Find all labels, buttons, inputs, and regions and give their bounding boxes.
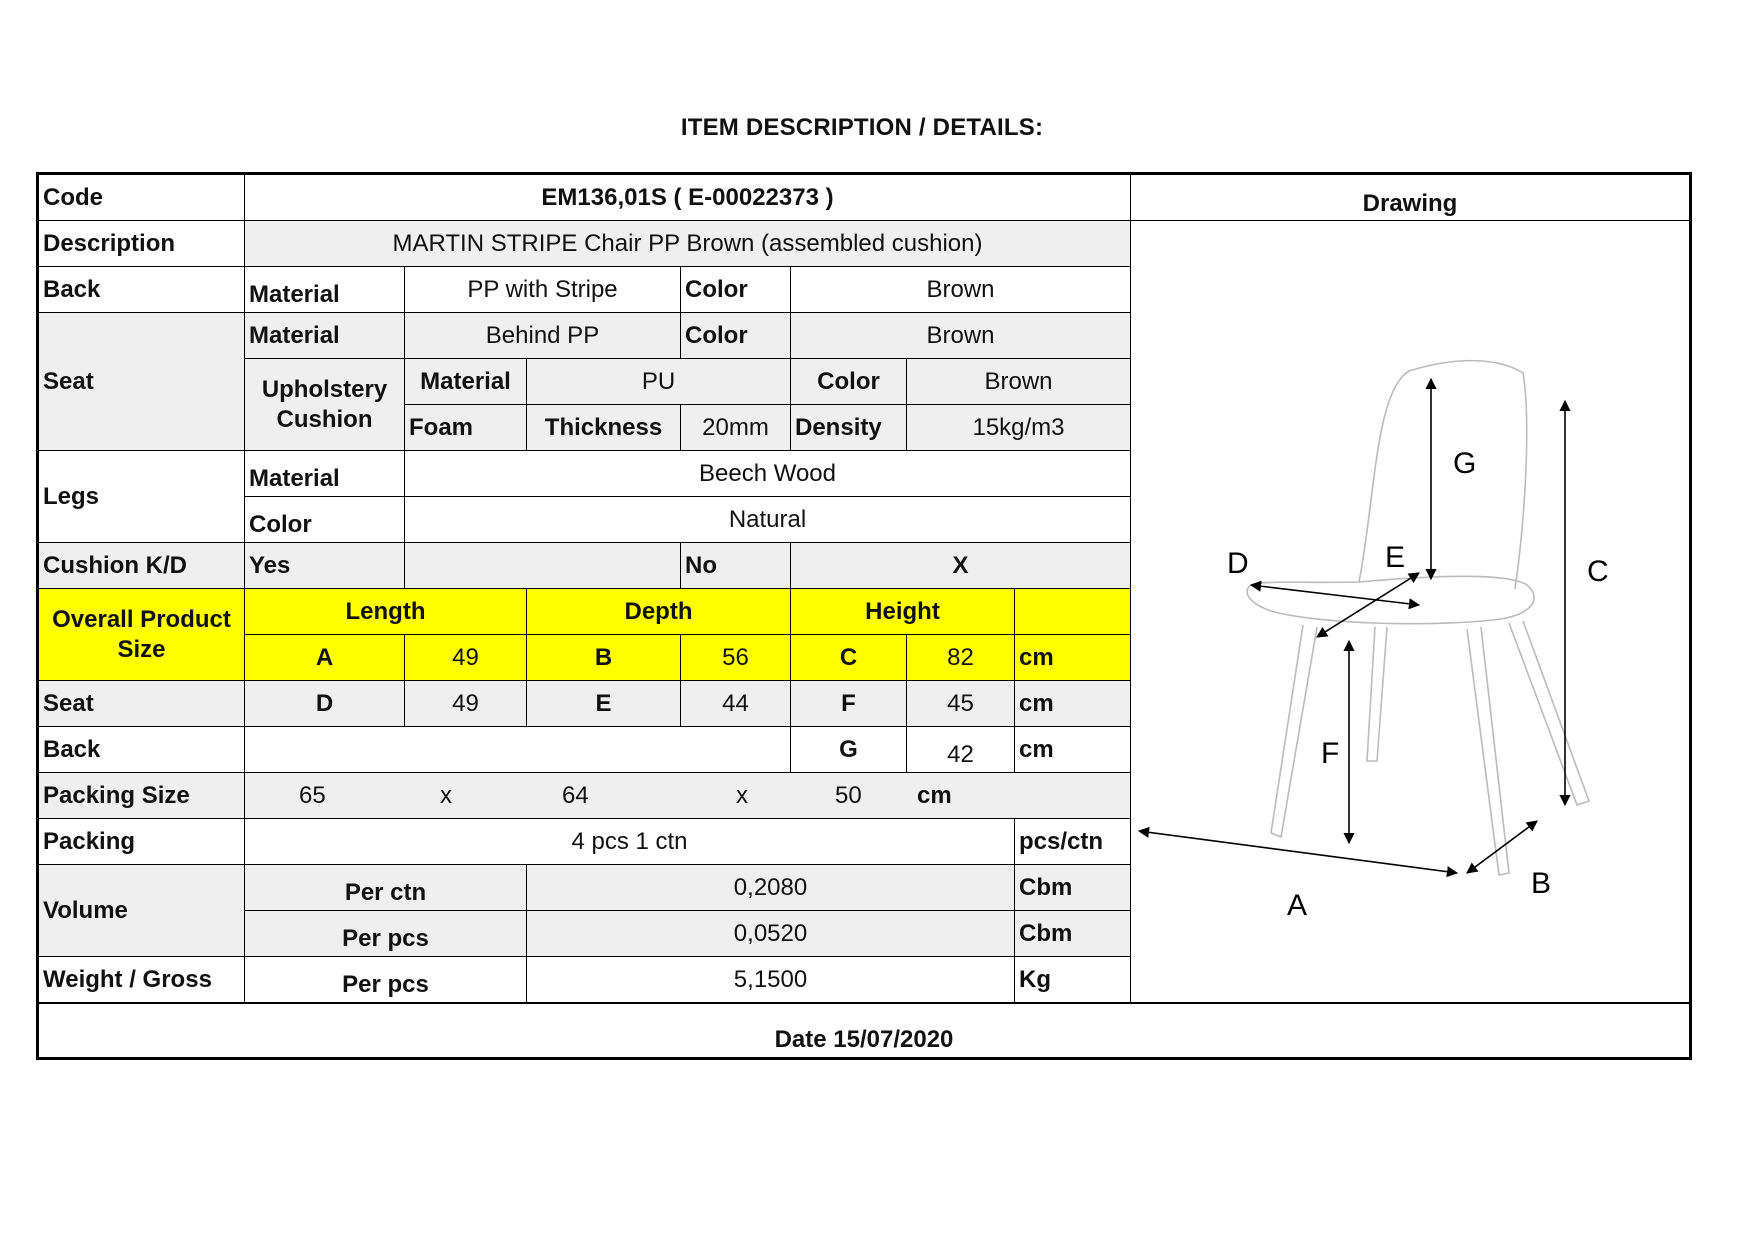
drawing-header: Drawing (1131, 175, 1689, 221)
cushion-kd-no-label: No (681, 543, 791, 589)
weight-unit: Kg (1015, 957, 1131, 1003)
legs-color-value: Natural (405, 497, 1131, 543)
back-material-value: PP with Stripe (405, 267, 681, 313)
description-value: MARTIN STRIPE Chair PP Brown (assembled cushion) (245, 221, 1131, 267)
dim-f-label: F (791, 681, 907, 727)
cushion-kd-yes-value (405, 543, 681, 589)
packing-height: 50 (835, 781, 862, 809)
back-color-label: Color (681, 267, 791, 313)
dim-line-b (1467, 821, 1537, 873)
chair-outline (1247, 361, 1589, 875)
chair-drawing (1131, 221, 1689, 1003)
seat-size-label: Seat (39, 681, 245, 727)
volume-per-ctn-value: 0,2080 (527, 865, 1015, 911)
legs-material-value: Beech Wood (405, 451, 1131, 497)
volume-per-ctn-unit: Cbm (1015, 865, 1131, 911)
date-footer: Date 15/07/2020 (39, 1003, 1689, 1057)
legs-material-label: Material (245, 451, 405, 497)
volume-per-ctn-label: Per ctn (245, 865, 527, 911)
label-d: D (1227, 547, 1249, 580)
length-label: Length (245, 589, 527, 635)
packing-label: Packing (39, 819, 245, 865)
cushion-kd-yes-label: Yes (245, 543, 405, 589)
page-title: ITEM DESCRIPTION / DETAILS: (680, 114, 1044, 141)
dim-a-label: A (245, 635, 405, 681)
dim-f-value: 45 (907, 681, 1015, 727)
density-label: Density (791, 405, 907, 451)
weight-per-pcs-value: 5,1500 (527, 957, 1015, 1003)
packing-size-label: Packing Size (39, 773, 245, 819)
chair-leg-back-right (1509, 621, 1589, 805)
back-material-label: Material (245, 267, 405, 313)
back-size-blank (245, 727, 791, 773)
packing-x1: x (440, 781, 452, 809)
label-e: E (1385, 541, 1406, 574)
dim-d-value: 49 (405, 681, 527, 727)
depth-label: Depth (527, 589, 791, 635)
chair-seat-shape (1247, 576, 1534, 623)
dim-d-label: D (245, 681, 405, 727)
seat-material-value: Behind PP (405, 313, 681, 359)
height-label: Height (791, 589, 1015, 635)
packing-value: 4 pcs 1 ctn (245, 819, 1015, 865)
back-color-value: Brown (791, 267, 1131, 313)
dim-line-a (1139, 831, 1457, 873)
upholstery-material-label: Material (405, 359, 527, 405)
cushion-kd-no-value: X (791, 543, 1131, 589)
upholstery-cushion-label: Upholstery Cushion (245, 359, 405, 451)
dim-c-value: 82 (907, 635, 1015, 681)
packing-width: 64 (562, 781, 589, 809)
packing-size-unit: cm (917, 781, 952, 809)
label-b: B (1531, 867, 1552, 900)
upholstery-material-value: PU (527, 359, 791, 405)
legs-color-label: Color (245, 497, 405, 543)
chair-leg-front-right (1467, 627, 1509, 875)
density-value: 15kg/m3 (907, 405, 1131, 451)
back-size-unit: cm (1015, 727, 1131, 773)
label-g: G (1453, 447, 1477, 480)
code-label: Code (39, 175, 245, 221)
weight-per-pcs-label: Per pcs (245, 957, 527, 1003)
volume-per-pcs-unit: Cbm (1015, 911, 1131, 957)
seat-label: Seat (39, 313, 245, 451)
item-details-sheet (36, 172, 1692, 1060)
chair-leg-back-left (1367, 627, 1387, 761)
overall-size-label: Overall Product Size (39, 589, 245, 681)
thickness-value: 20mm (681, 405, 791, 451)
back-label: Back (39, 267, 245, 313)
legs-label: Legs (39, 451, 245, 543)
dim-g-label: G (791, 727, 907, 773)
overall-blank-cell (1015, 589, 1131, 635)
foam-label: Foam (405, 405, 527, 451)
upholstery-color-value: Brown (907, 359, 1131, 405)
dim-c-label: C (791, 635, 907, 681)
seat-color-value: Brown (791, 313, 1131, 359)
packing-x2: x (736, 781, 748, 809)
label-c: C (1587, 555, 1609, 588)
packing-length: 65 (299, 781, 326, 809)
overall-unit: cm (1015, 635, 1131, 681)
chair-leg-front-left (1271, 625, 1317, 837)
dim-e-value: 44 (681, 681, 791, 727)
weight-label: Weight / Gross (39, 957, 245, 1003)
dim-b-label: B (527, 635, 681, 681)
volume-label: Volume (39, 865, 245, 957)
dim-g-value: 42 (907, 727, 1015, 773)
description-label: Description (39, 221, 245, 267)
upholstery-color-label: Color (791, 359, 907, 405)
label-a: A (1287, 889, 1308, 922)
back-size-label: Back (39, 727, 245, 773)
thickness-label: Thickness (527, 405, 681, 451)
seat-color-label: Color (681, 313, 791, 359)
seat-material-label: Material (245, 313, 405, 359)
packing-size-row (245, 773, 1131, 819)
packing-unit: pcs/ctn (1015, 819, 1131, 865)
volume-per-pcs-value: 0,0520 (527, 911, 1015, 957)
dim-b-value: 56 (681, 635, 791, 681)
label-f: F (1321, 737, 1340, 770)
seat-size-unit: cm (1015, 681, 1131, 727)
dim-a-value: 49 (405, 635, 527, 681)
dim-e-label: E (527, 681, 681, 727)
volume-per-pcs-label: Per pcs (245, 911, 527, 957)
cushion-kd-label: Cushion K/D (39, 543, 245, 589)
code-value: EM136,01S ( E-00022373 ) (245, 175, 1131, 221)
